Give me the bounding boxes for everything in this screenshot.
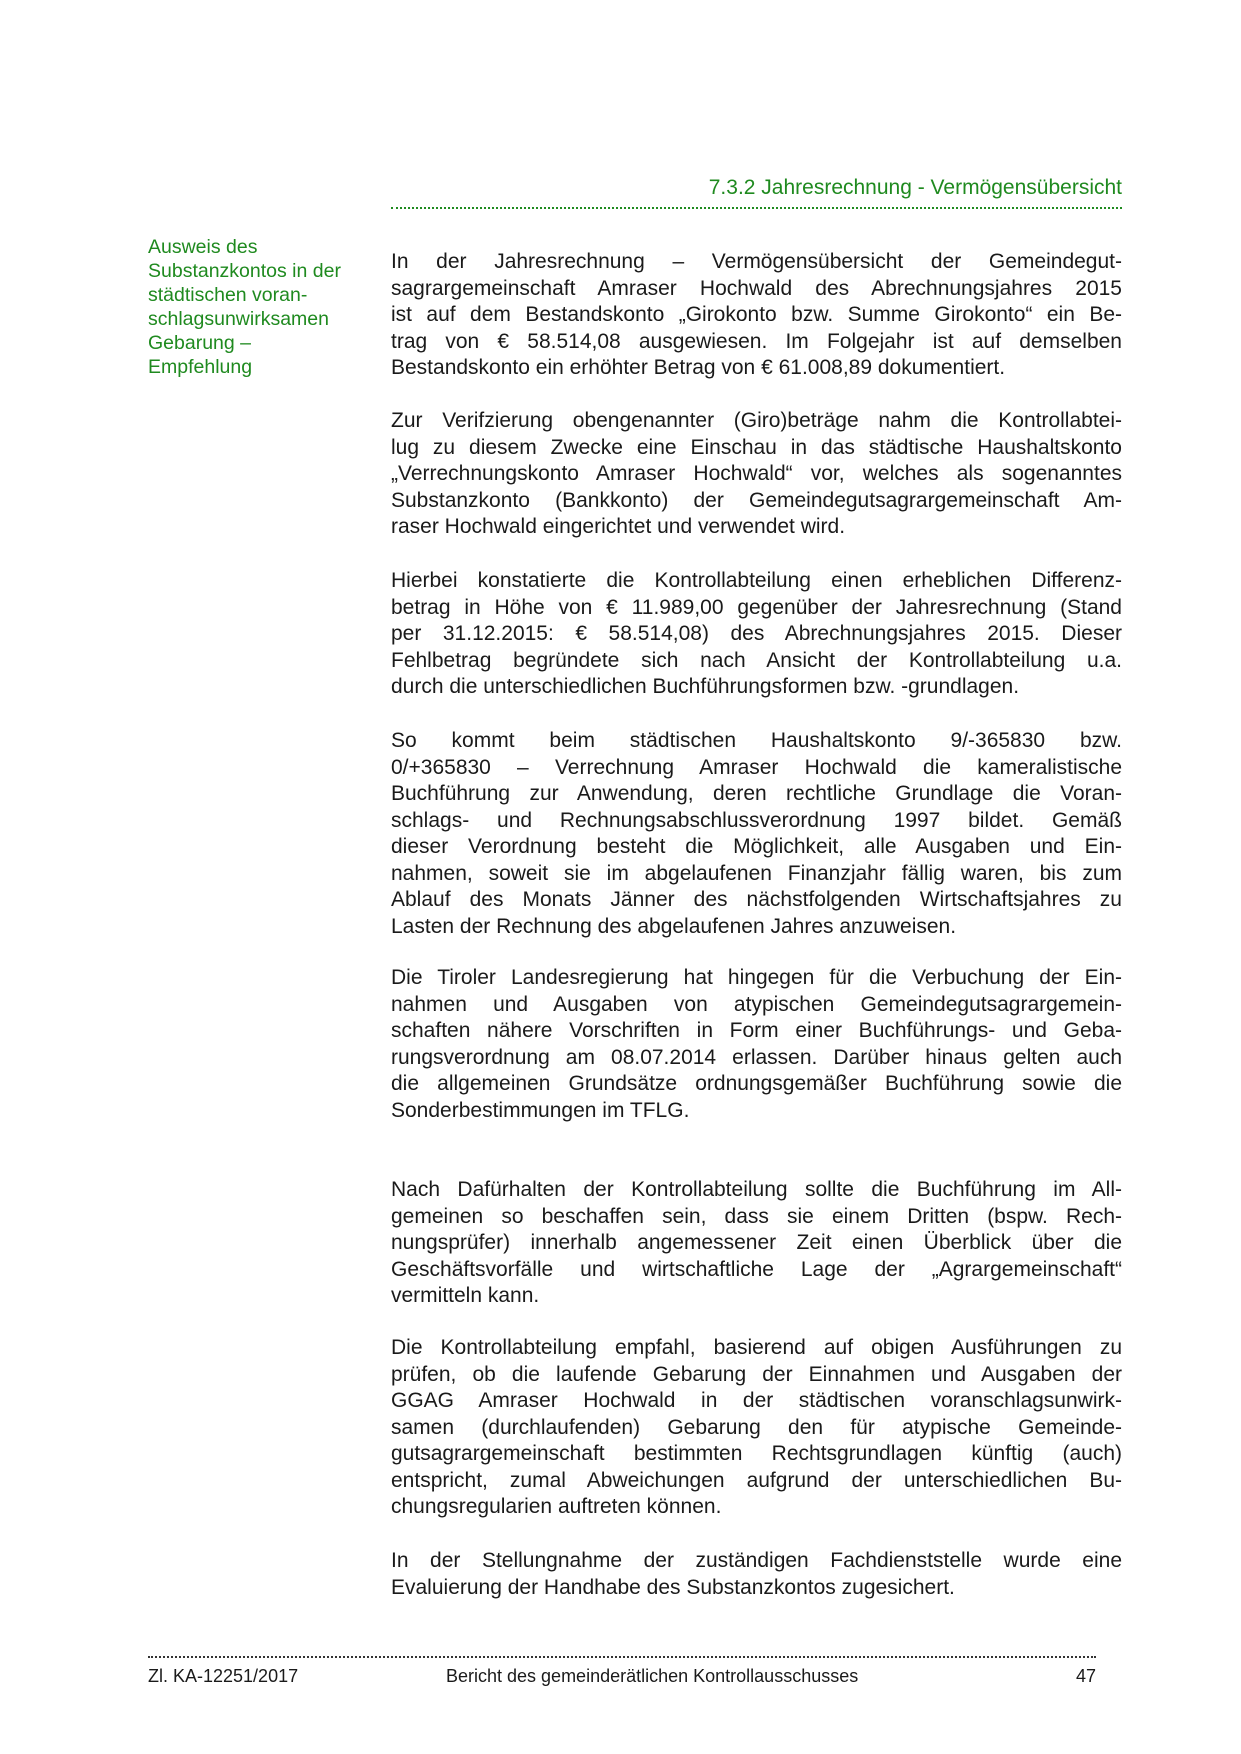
- margin-note-line: Substanzkontos in der: [148, 260, 341, 282]
- paragraph: [391, 965, 1122, 1124]
- text-line: Die Tiroler Landesregierung hat hingegen für die Verbuchung der Ein-: [391, 966, 1122, 989]
- paragraph: [391, 1548, 1122, 1601]
- text-line: nahmen und Ausgaben von atypischen Gemeindegutsagrargemein-: [391, 992, 1122, 1016]
- text-line: GGAG Amraser Hochwald in der städtischen voranschlagsunwirk-: [391, 1389, 1122, 1412]
- text-line: prüfen, ob die laufende Gebarung der Einnahmen und Ausgaben der: [391, 1362, 1122, 1386]
- text-line: Buchführung zur Anwendung, deren rechtliche Grundlage die Voran-: [391, 782, 1122, 805]
- text-line: Geschäftsvorfälle und wirtschaftliche Lage der „Agrargemeinschaft“: [391, 1257, 1122, 1281]
- text-line: schaften nähere Vorschriften in Form einer Buchführungs- und Geba-: [391, 1019, 1122, 1042]
- margin-note-line: Ausweis des: [148, 236, 258, 258]
- text-line: Zur Verifzierung obengenannter (Giro)beträge nahm die Kontrollabtei-: [391, 409, 1122, 432]
- paragraph: [391, 728, 1122, 940]
- text-line: rungsverordnung am 08.07.2014 erlassen. Darüber hinaus gelten auch: [391, 1045, 1122, 1069]
- footer-divider: [148, 1656, 1096, 1658]
- text-line: ist auf dem Bestandskonto „Girokonto bzw. Summe Girokonto“ ein Be-: [391, 303, 1122, 326]
- text-line: Fehlbetrag begründete sich nach Ansicht der Kontrollabteilung u.a.: [391, 648, 1122, 672]
- text-line: Substanzkonto (Bankkonto) der Gemeindegutsagrargemeinschaft Am-: [391, 488, 1122, 512]
- text-line: Hierbei konstatierte die Kontrollabteilung einen erheblichen Differenz-: [391, 569, 1122, 592]
- text-line: Die Kontrollabteilung empfahl, basierend auf obigen Ausführungen zu: [391, 1336, 1122, 1359]
- text-line: lug zu diesem Zwecke eine Einschau in das städtische Haushaltskonto: [391, 435, 1122, 459]
- text-line: trag von € 58.514,08 ausgewiesen. Im Folgejahr ist auf demselben: [391, 329, 1122, 353]
- page-number: 47: [1075, 1666, 1096, 1686]
- text-line: 0/+365830 – Verrechnung Amraser Hochwald die kameralistische: [391, 755, 1122, 779]
- margin-note-line: schlagsunwirksamen: [148, 308, 329, 330]
- margin-note-line: städtischen voran-: [148, 284, 308, 306]
- margin-note-line: Gebarung –: [148, 332, 251, 354]
- text-line: sagrargemeinschaft Amraser Hochwald des Abrechnungsjahres 2015: [391, 276, 1122, 300]
- text-line: „Verrechnungskonto Amraser Hochwald“ vor, welches als sogenanntes: [391, 462, 1122, 485]
- text-line: vermitteln kann.: [391, 1284, 540, 1307]
- text-line: betrag in Höhe von € 11.989,00 gegenüber der Jahresrechnung (Stand: [391, 595, 1122, 619]
- text-line: In der Stellungnahme der zuständigen Fachdienststelle wurde eine: [391, 1549, 1122, 1572]
- text-line: die allgemeinen Grundsätze ordnungsgemäßer Buchführung sowie die: [391, 1072, 1122, 1095]
- text-line: schlags- und Rechnungsabschlussverordnung 1997 bildet. Gemäß: [391, 808, 1122, 832]
- text-line: gutsagrargemeinschaft bestimmten Rechtsgrundlagen künftig (auch): [391, 1442, 1122, 1465]
- text-line: Bestandskonto ein erhöhter Betrag von € 61.008,89 dokumentiert.: [391, 356, 1006, 379]
- text-line: So kommt beim städtischen Haushaltskonto 9/-365830 bzw.: [391, 729, 1122, 752]
- text-line: Lasten der Rechnung des abgelaufenen Jahres anzuweisen.: [391, 914, 957, 938]
- section-heading: 7.3.2 Jahresrechnung - Vermögensübersicht: [708, 176, 1122, 199]
- text-line: samen (durchlaufenden) Gebarung den für atypische Gemeinde-: [391, 1415, 1122, 1439]
- footer-reference: Zl. KA-12251/2017: [148, 1666, 299, 1686]
- text-line: gemeinen so beschaffen sein, dass sie einem Dritten (bspw. Rech-: [391, 1204, 1122, 1228]
- text-line: Sonderbestimmungen im TFLG.: [391, 1098, 690, 1122]
- text-line: Ablauf des Monats Jänner des nächstfolgenden Wirtschaftsjahres zu: [391, 888, 1122, 911]
- text-line: nahmen, soweit sie im abgelaufenen Finanzjahr fällig waren, bis zum: [391, 861, 1122, 885]
- text-line: Nach Dafürhalten der Kontrollabteilung sollte die Buchführung im All-: [391, 1178, 1122, 1201]
- header-divider: [391, 207, 1122, 209]
- paragraph: [391, 1177, 1122, 1310]
- margin-note: [148, 235, 378, 379]
- text-line: per 31.12.2015: € 58.514,08) des Abrechnungsjahres 2015. Dieser: [391, 622, 1122, 645]
- text-line: durch die unterschiedlichen Buchführungsformen bzw. -grundlagen.: [391, 675, 1020, 698]
- text-line: raser Hochwald eingerichtet und verwendet wird.: [391, 515, 846, 538]
- paragraph: [391, 568, 1122, 701]
- text-line: dieser Verordnung besteht die Möglichkeit, alle Ausgaben und Ein-: [391, 835, 1122, 858]
- footer-title: Bericht des gemeinderätlichen Kontrollausschusses: [446, 1666, 859, 1686]
- text-line: entspricht, zumal Abweichungen aufgrund der unterschiedlichen Bu-: [391, 1468, 1122, 1492]
- margin-note-line: Empfehlung: [148, 356, 253, 378]
- text-line: nungsprüfer) innerhalb angemessener Zeit einen Überblick über die: [391, 1231, 1122, 1254]
- paragraph: [391, 408, 1122, 541]
- paragraph: [391, 1335, 1122, 1521]
- text-line: chungsregularien auftreten können.: [391, 1495, 722, 1518]
- paragraph: [391, 249, 1122, 382]
- text-line: Evaluierung der Handhabe des Substanzkontos zugesichert.: [391, 1575, 955, 1599]
- text-line: In der Jahresrechnung – Vermögensübersicht der Gemeindegut-: [391, 250, 1122, 273]
